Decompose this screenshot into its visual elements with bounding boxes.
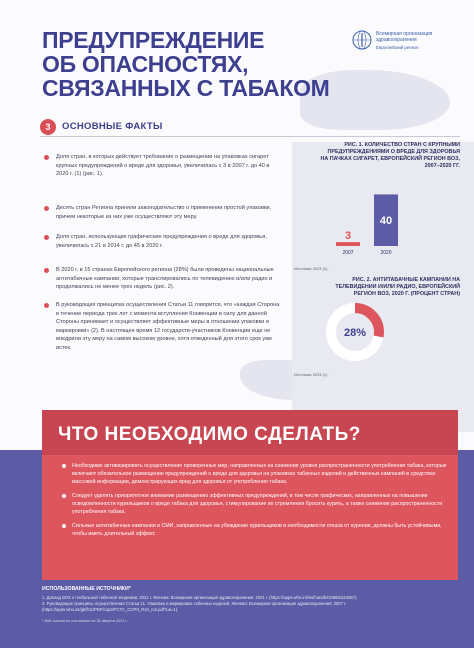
title-line: СВЯЗАННЫХ С ТАБАКОМ	[42, 75, 330, 101]
list-item-text: Сильные антитабачные кампании в СМИ, направленные на убеждение курильщиков в необходимости отказа от курения, должны быть устойчивыми, чтобы иметь длительный эффект.	[72, 523, 442, 537]
who-name-line: здравоохранения	[376, 37, 417, 43]
donut-center-label: 28%	[343, 327, 367, 339]
figure-1-title: РИС. 1. КОЛИЧЕСТВО СТРАН С КРУПНЫМИ ПРЕДУПРЕЖДЕНИЯМИ О ВРЕДЕ ДЛЯ ЗДОРОВЬЯ НА ПАЧКАХ СИГАРЕТ, ЕВРОПЕЙСКИЙ РЕГИОН ВОЗ, 2007–2020 ГГ.	[320, 142, 460, 169]
section-heading: ОСНОВНЫЕ ФАКТЫ	[62, 121, 163, 132]
bullet-icon	[62, 464, 66, 468]
bar-value-label: 3	[344, 230, 352, 243]
list-item-text: В руководящих принципах осуществления Статьи 11 говорится, что «каждая Сторона в течение периода трех лет с момента вступления Конвенции в силу для данной Стороны принимает и осуществляет эффективные меры в отношении упаковки и маркировки» (2). В настоящее время 12 государств-участников Конвенции еще не внедрили эту меру на самом высоком уровне, хотя отведенный для этого срок уже истек.	[56, 302, 280, 351]
list-item-text: Следует уделять приоритетное внимание размещению эффективных предупреждений, в том числе графических, направленных на повышение осведомленности курильщиков о вреде табака для здоровья, стимулирование их стремления бросить курить, а также снижение распространенности употребления табака.	[72, 493, 443, 515]
reference-item: 1. Доклад ВОЗ о глобальной табачной эпидемии, 2021 г. Женева: Всемирная организация здравоохранения; 2021 г. (https://apps.who.int/iris/handle/10665/343287).	[42, 595, 358, 600]
bar-value-label: 40	[379, 215, 393, 228]
title-line: ПРЕДУПРЕЖДЕНИЕ	[42, 27, 265, 53]
x-tick-label: 2007	[342, 250, 354, 256]
list-item	[62, 492, 448, 516]
bullet-icon	[44, 303, 49, 308]
bullet-icon	[62, 524, 66, 528]
reference-note: * Веб-ссылки по состоянию на 30 августа 2021 г.	[42, 619, 128, 623]
divider	[40, 136, 460, 137]
key-facts-header	[40, 119, 460, 137]
section-number-badge: 3	[40, 119, 56, 135]
list-item-text: Десять стран Региона приняли законодательство о применении простой упаковки, причем некоторые из них уже осуществляют эту меру.	[56, 205, 272, 220]
key-facts-list	[44, 153, 280, 364]
list-item	[44, 204, 280, 226]
list-item-text: Доля стран, использующих графические предупреждения о вреде для здоровья, увеличилась с 21 в 2014 г. до 45 в 2020 г.	[56, 234, 267, 249]
references	[42, 586, 462, 623]
action-section	[42, 410, 458, 580]
title-line: ОБ ОПАСНОСТЯХ,	[42, 51, 249, 77]
list-item	[62, 522, 448, 538]
who-logo	[352, 30, 462, 64]
bullet-icon	[62, 494, 66, 498]
list-item	[44, 153, 280, 197]
who-region: Европейский регион	[376, 45, 419, 50]
bullet-icon	[44, 155, 49, 160]
list-item	[44, 301, 280, 357]
figure-2-donut-chart	[325, 302, 385, 362]
list-item-text: Доля стран, в которых действует требование о размещении на упаковках сигарет крупных предупреждений о вреде для здоровья, увеличилась с 3 в 2007 г. до 40 в 2020 г. (1) (рис. 1).	[56, 154, 270, 177]
bullet-icon	[44, 206, 49, 211]
who-name-line: Всемирная организация	[376, 31, 433, 37]
list-item	[62, 462, 448, 486]
bullet-icon	[44, 235, 49, 240]
who-name	[376, 31, 432, 43]
page-title	[42, 28, 332, 100]
list-item	[44, 233, 280, 259]
reference-item: 2. Руководящие принципы осуществления Статьи 11. Упаковка и маркировка табачных изделий. Женева: Всемирная организация здравоохранения; 2007 г. (https://apps.who.int/gb/fctc/PDF/cop3/FCTC_COP3_R10_rus.pdf?ua=1).	[42, 601, 347, 612]
bullet-icon	[44, 268, 49, 273]
list-item-text: В 2020 г. в 15 странах Европейского региона (28%) были проведены национальные антитабачные кампании, которые транслировались по телевидению и/или радио и продолжались не менее трех недель (рис. 2).	[56, 267, 274, 290]
list-item-text: Необходимо активизировать осуществление проверенных мер, направленных на снижение уровня распространенности употребления табака, которые включают обязательное размещение предупреждений о вреде для здоровья на упаковках табачных изделий и действенных кампаний в средствах массовой информации, демонстрирующих вред для здоровья от употребления табака.	[72, 463, 447, 485]
x-tick-label: 2020	[380, 250, 392, 256]
references-title: ИСПОЛЬЗОВАННЫЕ ИСТОЧНИКИ*	[42, 586, 131, 592]
figure-1-source: Источник: ВОЗ (1).	[294, 266, 329, 271]
figure-2-source: Источник: ВОЗ (1).	[294, 372, 329, 377]
who-emblem-icon	[352, 30, 372, 50]
bar-2007	[336, 242, 360, 246]
figure-1-bar-chart	[318, 182, 418, 262]
list-item	[44, 266, 280, 294]
action-title: ЧТО НЕОБХОДИМО СДЕЛАТЬ?	[58, 424, 361, 445]
figure-2-title: РИС. 2. АНТИТАБАЧНЫЕ КАМПАНИИ НА ТЕЛЕВИДЕНИИ И/ИЛИ РАДИО, ЕВРОПЕЙСКИЙ РЕГИОН ВОЗ, 2020 Г. (ПРОЦЕНТ СТРАН)	[335, 277, 460, 297]
action-list	[62, 462, 448, 544]
